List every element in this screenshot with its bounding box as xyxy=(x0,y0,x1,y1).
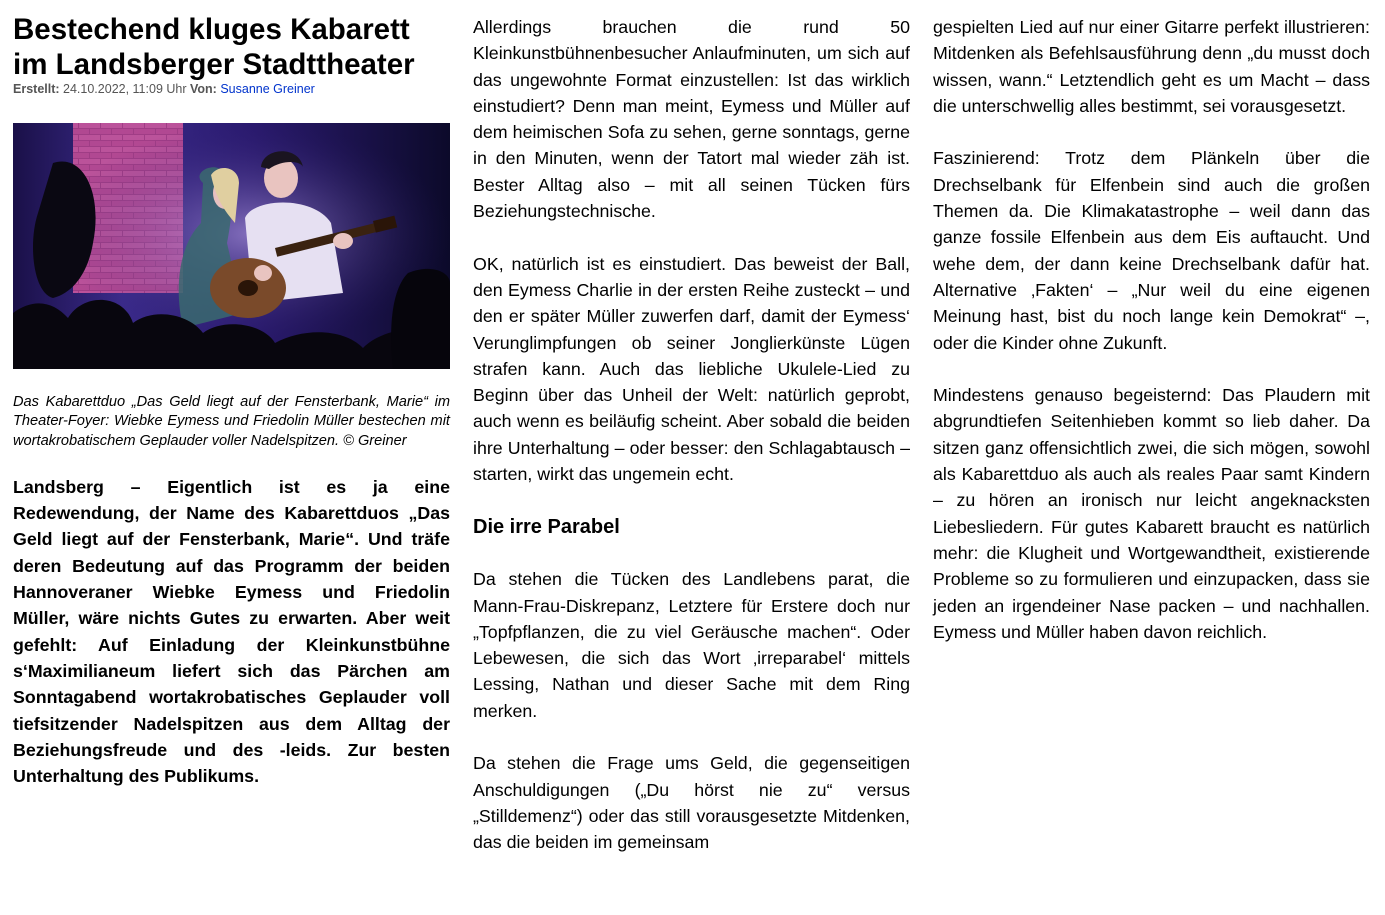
column-middle xyxy=(473,14,910,882)
paragraph: Mindestens genauso begeisternd: Das Plaudern mit abgrundtiefen Seitenhieben kommt so lieb daher. Da sitzen ganz offensichtlich zwei, die sich mögen, sowohl als Kabarettduo als auch als reales Paar samt Kindern – zu hören an ironisch nur leicht angeknacksten Liebesliedern. Für gutes Kabarett braucht es natürlich mehr: die Klugheit und Wortgewandtheit, existierende Probleme so zu formulieren und einzupacken, dass sie jeden an irgendeiner Nase packen – und nachhallen. Eymess und Müller haben davon reichlich. xyxy=(933,385,1370,642)
column-left xyxy=(13,12,450,789)
section-heading: Die irre Parabel xyxy=(473,515,620,538)
by-label: Von: xyxy=(190,82,217,96)
article-title: Bestechend kluges Kabarett im Landsberger Stadttheater xyxy=(13,13,415,81)
paragraph: Faszinierend: Trotz dem Plänkeln über die Drechselbank für Elfenbein sind auch die großen Themen da. Die Klimakatastrophe – weil dann das ganze fossile Elfenbein aus dem Eis auftaucht. Und wehe dem, der dann keine Drechselbank dafür hat. Alternative ‚Fakten‘ – „Nur weil du eine eigenen Meinung hast, bist du noch lange kein Demokrat“ –, oder die Kinder ohne Zukunft. xyxy=(933,148,1370,353)
column-right xyxy=(933,14,1370,671)
paragraph: Da stehen die Tücken des Landlebens parat, die Mann-Frau-Diskrepanz, Letztere für Erstere doch nur „Topfpflanzen, die zu viel Geräusche machen“. Oder Lebewesen, die sich das Wort ‚irreparabel‘ mittels Lessing, Nathan und dieser Sache mit dem Ring merken. xyxy=(473,569,910,721)
paragraph: Allerdings brauchen die rund 50 Kleinkunstbühnenbesucher Anlaufminuten, um sich auf das ungewohnte Format einzustellen: Ist das wirklich einstudiert? Denn man meint, Eymess und Müller auf dem heimischen Sofa zu sehen, gerne sonntags, gerne in den Minuten, wenn der Tatort mal wieder zäh ist. Bester Alltag also – mit all seinen Tücken fürs Beziehungstechnische. xyxy=(473,17,910,222)
created-value: 24.10.2022, 11:09 Uhr xyxy=(63,82,187,96)
author-link[interactable]: Susanne Greiner xyxy=(220,82,315,96)
article-meta xyxy=(13,81,450,97)
paragraph: Da stehen die Frage ums Geld, die gegenseitigen Anschuldigungen („Du hörst nie zu“ versus „Stilldemenz“) oder das still vorausgesetzte Mitdenken, das die beiden im gemeinsam xyxy=(473,753,910,853)
article-photo xyxy=(13,123,450,369)
paragraph: gespielten Lied auf nur einer Gitarre perfekt illustrieren: Mitdenken als Befehlsausführung denn „du musst doch wissen, wann.“ Letztendlich geht es um Macht – dass die unterschwellig alles bestimmt, sei vorausgesetzt. xyxy=(933,17,1370,116)
created-label: Erstellt: xyxy=(13,82,60,96)
paragraph: OK, natürlich ist es einstudiert. Das beweist der Ball, den Eymess Charlie in der ersten Reihe zusteckt – und den er später Müller zuwerfen darf, damit der Eymess‘ Verunglimpfungen ob seiner Jonglierkünste Lügen strafen kann. Auch das liebliche Ukulele-Lied zu Beginn über das Unheil der Welt: natürlich geprobt, auch wenn es beiläufig scheint. Aber sobald die beiden ihre Unterhaltung – oder besser: den Schlagabtausch – starten, wirkt das ungemein echt. xyxy=(473,253,910,485)
article-lead: Landsberg – Eigentlich ist es ja eine Redewendung, der Name des Kabarettduos „Das Geld liegt auf der Fensterbank, Marie“. Und träfe deren Bedeutung auf das Programm der beiden Hannoveraner Wiebke Eymess und Friedolin Müller, wäre nichts Gutes zu erwarten. Aber weit gefehlt: Auf Einladung der Kleinkunstbühne s‘Maximilianeum liefert sich das Pärchen am Sonntagabend wortakrobatisches Geplauder voll tiefsitzender Nadelspitzen aus dem Alltag der Beziehungsfreude und des -leids. Zur besten Unterhaltung des Publikums. xyxy=(13,476,450,787)
photo-caption: Das Kabarettduo „Das Geld liegt auf der Fensterbank, Marie“ im Theater-Foyer: Wiebke Eymess und Friedolin Müller bestechen mit wortakrobatischem Geplauder voller Nadelspitzen. © Greiner xyxy=(13,394,450,449)
